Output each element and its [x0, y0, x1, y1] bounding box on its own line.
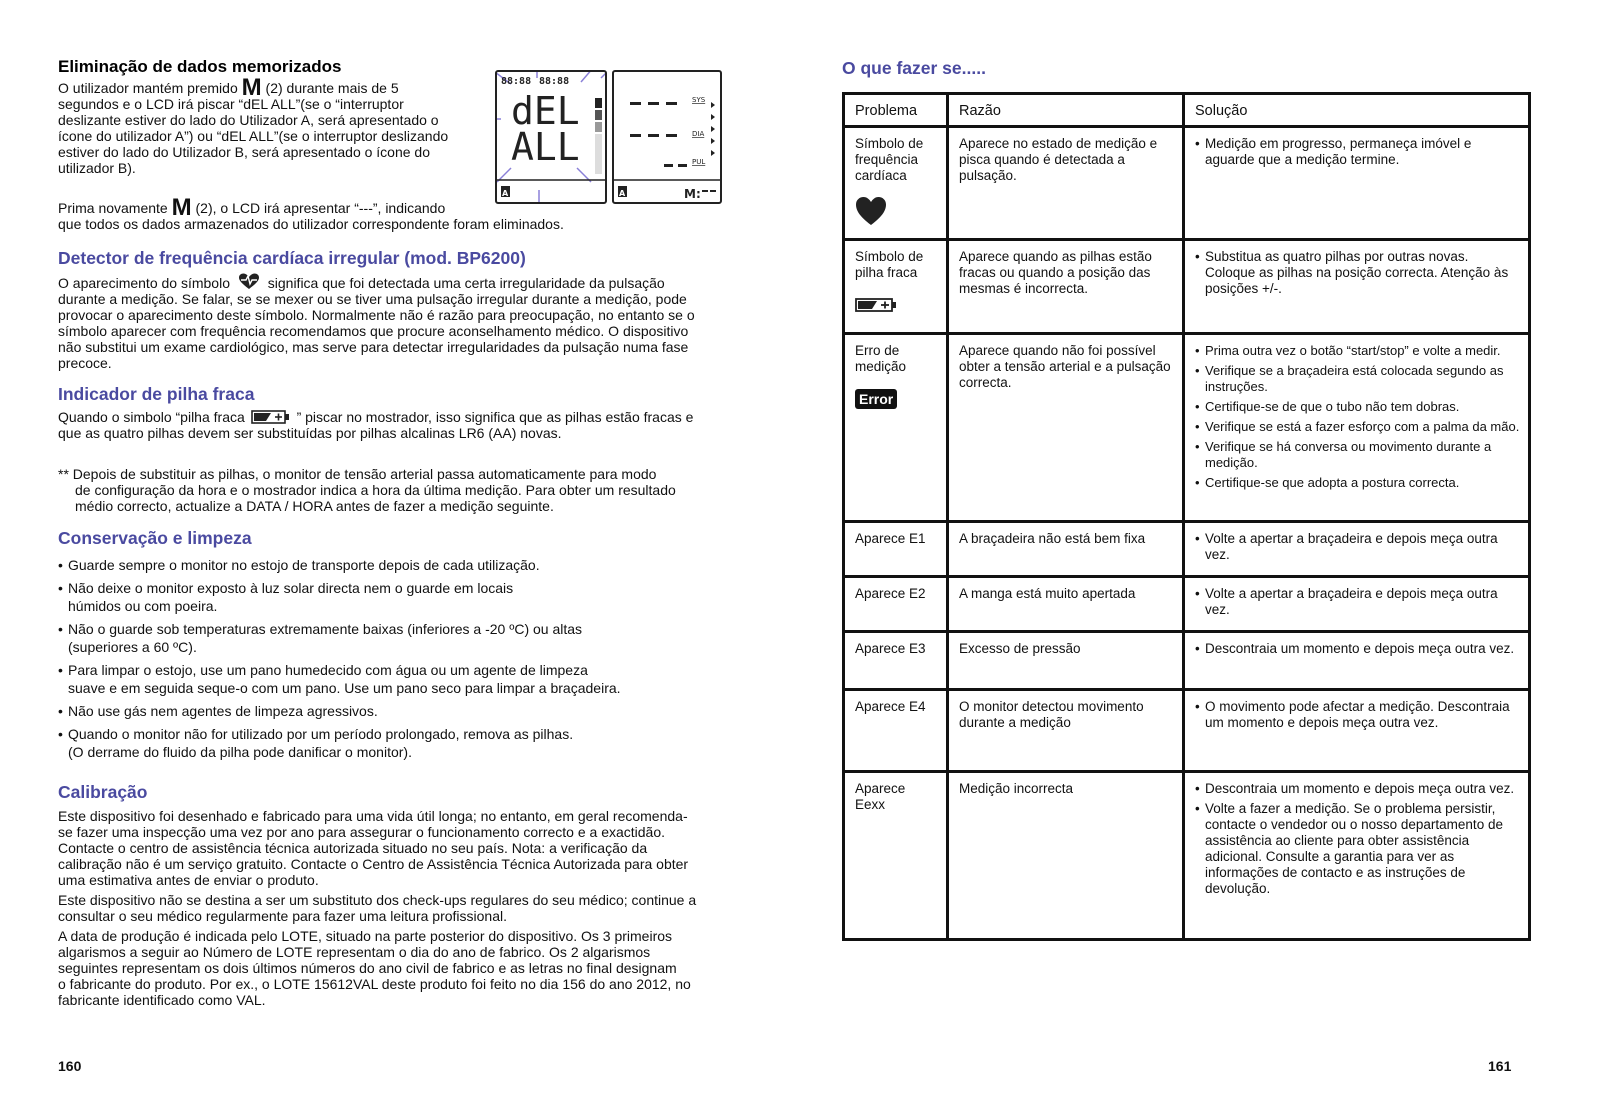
lcd-all-text: ALL — [511, 125, 580, 169]
section-title-low-battery: Indicador de pilha fraca — [58, 384, 255, 404]
solution-item: • Certifique-se de que o tubo não tem dobras. — [1195, 399, 1520, 415]
user-a-letter: A — [619, 189, 626, 198]
solution-item: • Verifique se a braçadeira está colocada segundo as instruções. — [1195, 363, 1520, 395]
reason-cell: Excesso de pressão — [948, 632, 1184, 690]
user-a-letter: A — [502, 189, 509, 198]
solution-cell — [1184, 772, 1530, 940]
problem-cell: Erro de medição — [855, 343, 907, 374]
solution-item: • Prima outra vez o botão “start/stop” e volte a medir. — [1195, 343, 1520, 359]
lcd-del-text: dEL — [511, 89, 580, 133]
lcd-dashes-graphic — [614, 72, 720, 202]
solution-item: • Certifique-se que adopta a postura correcta. — [1195, 475, 1520, 491]
list-item: • Guarde sempre o monitor no estojo de transporte depois de cada utilização. — [58, 556, 748, 574]
table-row — [844, 334, 1530, 522]
solution-item: • Volte a apertar a braçadeira e depois meça outra vez. — [1195, 586, 1520, 618]
solution-item: • Descontraia um momento e depois meça outra vez. — [1195, 781, 1520, 797]
table-row — [844, 240, 1530, 334]
solution-cell — [1184, 240, 1530, 334]
text-fragment: (2), o LCD irá apresentar “---”, indicando — [195, 200, 446, 216]
lcd-pul-label: PUL — [692, 158, 706, 166]
column-header-reason: Razão — [948, 94, 1184, 127]
low-battery-icon — [251, 410, 291, 424]
section-title-troubleshooting: O que fazer se..... — [842, 58, 986, 78]
lcd-sys-label: SYS — [692, 96, 706, 104]
problem-cell: Aparece E1 — [844, 522, 948, 577]
solution-item: • Substitua as quatro pilhas por outras novas. Coloque as pilhas na posição correcta. Atenção às posições +/-. — [1195, 249, 1520, 297]
problem-cell: Símbolo de pilha fraca — [855, 249, 924, 280]
lcd-del-all-graphic — [497, 72, 605, 202]
text-line: ícone do utilizador A”) ou “dEL ALL”(se o interruptor deslizando — [58, 128, 449, 144]
irregular-heartbeat-icon — [238, 273, 260, 291]
text-line: não substitui um exame cardiológico, mas serve para detectar irregularidades da pulsação numa fase — [58, 339, 689, 355]
low-battery-icon — [855, 297, 899, 313]
table-row — [844, 690, 1530, 772]
text-line: deslizante estiver do lado do Utilizador A, será apresentado o — [58, 112, 439, 128]
section-title-care-cleaning: Conservação e limpeza — [58, 528, 252, 548]
solution-cell — [1184, 334, 1530, 522]
m-key-glyph: M — [241, 74, 262, 101]
text-line: que todos os dados armazenados do utilizador correspondente foram eliminados. — [58, 216, 564, 232]
text-fragment: Prima novamente — [58, 200, 168, 216]
m-key-glyph: M — [171, 194, 192, 221]
text-line: ** Depois de substituir as pilhas, o monitor de tensão arterial passa automaticamente para modo — [58, 466, 657, 482]
error-icon: Error — [855, 389, 897, 409]
delete-memory-paragraph-2 — [58, 194, 748, 232]
column-header-solution: Solução — [1184, 94, 1530, 127]
solution-item: • Volte a fazer a medição. Se o problema persistir, contacte o vendedor ou o nosso departamento de assistência ao cliente para obter assistência adicional. Consulte a garantia para ver as informações de contacto e as instruções de devolução. — [1195, 801, 1520, 897]
problem-cell: Símbolo de frequência cardíaca — [855, 136, 924, 183]
list-item: • Não use gás nem agentes de limpeza agressivos. — [58, 702, 748, 720]
text-line: durante a medição. Se falar, se se mexer ou se tiver uma pulsação irregular durante a medição, pode — [58, 291, 687, 307]
page-number: 161 — [1488, 1058, 1512, 1074]
text-fragment: (2) durante mais de 5 — [265, 80, 399, 96]
list-item: • Não deixe o monitor exposto à luz solar directa nem o guarde em locais húmidos ou com poeira. — [58, 579, 748, 615]
text-line: de configuração da hora e o mostrador indica a hora da última medição. Para obter um resultado — [75, 482, 676, 498]
lcd-top-digits-2: 88:88 — [539, 76, 570, 87]
reason-cell: Aparece no estado de medição e pisca quando é detectada a pulsação. — [948, 127, 1184, 240]
lcd-del-all-illustration — [495, 70, 607, 204]
problem-cell: Aparece E3 — [844, 632, 948, 690]
reason-cell: Medição incorrecta — [948, 772, 1184, 940]
lcd-top-digits: 88:88 — [501, 76, 532, 87]
text-fragment: Quando o simbolo “pilha fraca — [58, 409, 245, 425]
calibration-paragraph: A data de produção é indicada pelo LOTE, situado na parte posterior do dispositivo. Os 3 primeiros algarismos a seguir ao Número de LOTE representam o dia do ano de fabrico. Os 2 algarismos seguintes representam os dois últimos números do ano civil de fabrico e as letras no final designam o fabricante do produto. Por ex., o LOTE 15612VAL deste produto foi feito no dia 156 do ano 2012, no fabricante identificado como VAL. — [58, 928, 691, 1008]
calibration-text — [58, 808, 748, 1008]
solution-cell — [1184, 632, 1530, 690]
list-item: • Quando o monitor não for utilizado por um período prolongado, remova as pilhas. (O derrame do fluido da pilha pode danificar o monitor). — [58, 725, 748, 761]
text-line: provocar o aparecimento deste símbolo. Normalmente não é razão para preocupação, no entanto se o — [58, 307, 695, 323]
solution-cell — [1184, 127, 1530, 240]
solution-item: • Volte a apertar a braçadeira e depois meça outra vez. — [1195, 531, 1520, 563]
calibration-paragraph: Este dispositivo foi desenhado e fabricado para uma vida útil longa; no entanto, em geral recomenda- se fazer uma inspecção uma vez por ano para assegurar o funcionamento correcto e a exactidão. Contacte o centro de assistência técnica autorizada situado no seu país. Nota: a verificação da calibração não é um serviço gratuito. Contacte o Centro de Assistência Técnica Autorizada para obter uma estimativa antes de enviar o produto. — [58, 808, 689, 888]
left-page — [58, 0, 748, 1112]
calibration-paragraph: Este dispositivo não se destina a ser um substituto dos check-ups regulares do seu médico; continue a consultar o seu médico regularmente para fazer uma leitura profissional. — [58, 892, 697, 924]
solution-cell — [1184, 522, 1530, 577]
section-title-calibration: Calibração — [58, 782, 148, 802]
text-line: que as quatro pilhas devem ser substituídas por pilhas alcalinas LR6 (AA) novas. — [58, 425, 562, 441]
delete-memory-paragraph-1 — [58, 74, 478, 176]
reason-cell: Aparece quando não foi possível obter a tensão arterial e a pulsação correcta. — [948, 334, 1184, 522]
table-row — [844, 127, 1530, 240]
table-row — [844, 522, 1530, 577]
text-fragment: O utilizador mantém premido — [58, 80, 238, 96]
text-line: símbolo aparecer com frequência recomendamos que procure aconselhamento médico. O dispositivo — [58, 323, 689, 339]
solution-item: • Verifique se há conversa ou movimento durante a medição. — [1195, 439, 1520, 471]
table-header-row — [844, 94, 1530, 127]
table-row — [844, 632, 1530, 690]
problem-cell: Aparece E2 — [844, 577, 948, 632]
care-cleaning-list — [58, 556, 748, 766]
troubleshooting-table — [842, 92, 1531, 941]
lcd-dashes-illustration — [612, 70, 722, 204]
list-item: • Não o guarde sob temperaturas extremamente baixas (inferiores a -20 ºC) ou altas (superiores a 60 ºC). — [58, 620, 748, 656]
low-battery-paragraph — [58, 409, 748, 441]
reason-cell: Aparece quando as pilhas estão fracas ou quando a posição das mesmas é incorrecta. — [948, 240, 1184, 334]
lcd-memory-label: M: — [684, 187, 701, 201]
table-row — [844, 772, 1530, 940]
solution-item: • Descontraia um momento e depois meça outra vez. — [1195, 641, 1520, 657]
lcd-dia-label: DIA — [692, 130, 705, 138]
page-number: 160 — [58, 1058, 82, 1074]
text-line: segundos e o LCD irá piscar “dEL ALL”(se o “interruptor — [58, 96, 404, 112]
reason-cell: A braçadeira não está bem fixa — [948, 522, 1184, 577]
problem-cell: Aparece E4 — [844, 690, 948, 772]
text-line: precoce. — [58, 355, 112, 371]
solution-cell — [1184, 690, 1530, 772]
irregular-heartbeat-paragraph — [58, 273, 748, 371]
table-row — [844, 577, 1530, 632]
solution-item: • Medição em progresso, permaneça imóvel e aguarde que a medição termine. — [1195, 136, 1520, 168]
text-line: médio correcto, actualize a DATA / HORA antes de fazer a medição seguinte. — [75, 498, 554, 514]
column-header-problem: Problema — [844, 94, 948, 127]
text-fragment: significa que foi detectada uma certa irregularidade da pulsação — [267, 275, 665, 291]
text-line: estiver do lado do Utilizador B, será apresentado o ícone do — [58, 144, 431, 160]
section-title-delete-memory: Eliminação de dados memorizados — [58, 57, 342, 76]
text-line: utilizador B). — [58, 160, 136, 176]
reason-cell: A manga está muito apertada — [948, 577, 1184, 632]
section-title-irregular-heartbeat: Detector de frequência cardíaca irregular (mod. BP6200) — [58, 248, 526, 268]
list-item: • Para limpar o estojo, use um pano humedecido com água ou um agente de limpeza suave e em seguida seque-o com um pano. Use um pano seco para limpar a braçadeira. — [58, 661, 748, 697]
problem-cell: Aparece Eexx — [844, 772, 948, 940]
solution-item: • Verifique se está a fazer esforço com a palma da mão. — [1195, 419, 1520, 435]
solution-item: • O movimento pode afectar a medição. Descontraia um momento e depois meça outra vez. — [1195, 699, 1520, 731]
text-fragment: O aparecimento do símbolo — [58, 275, 230, 291]
reason-cell: O monitor detectou movimento durante a medição — [948, 690, 1184, 772]
text-fragment: ” piscar no mostrador, isso significa que as pilhas estão fracas e — [296, 409, 694, 425]
solution-cell — [1184, 577, 1530, 632]
battery-note — [58, 466, 748, 514]
right-page — [842, 0, 1552, 1112]
heart-icon — [855, 196, 887, 226]
